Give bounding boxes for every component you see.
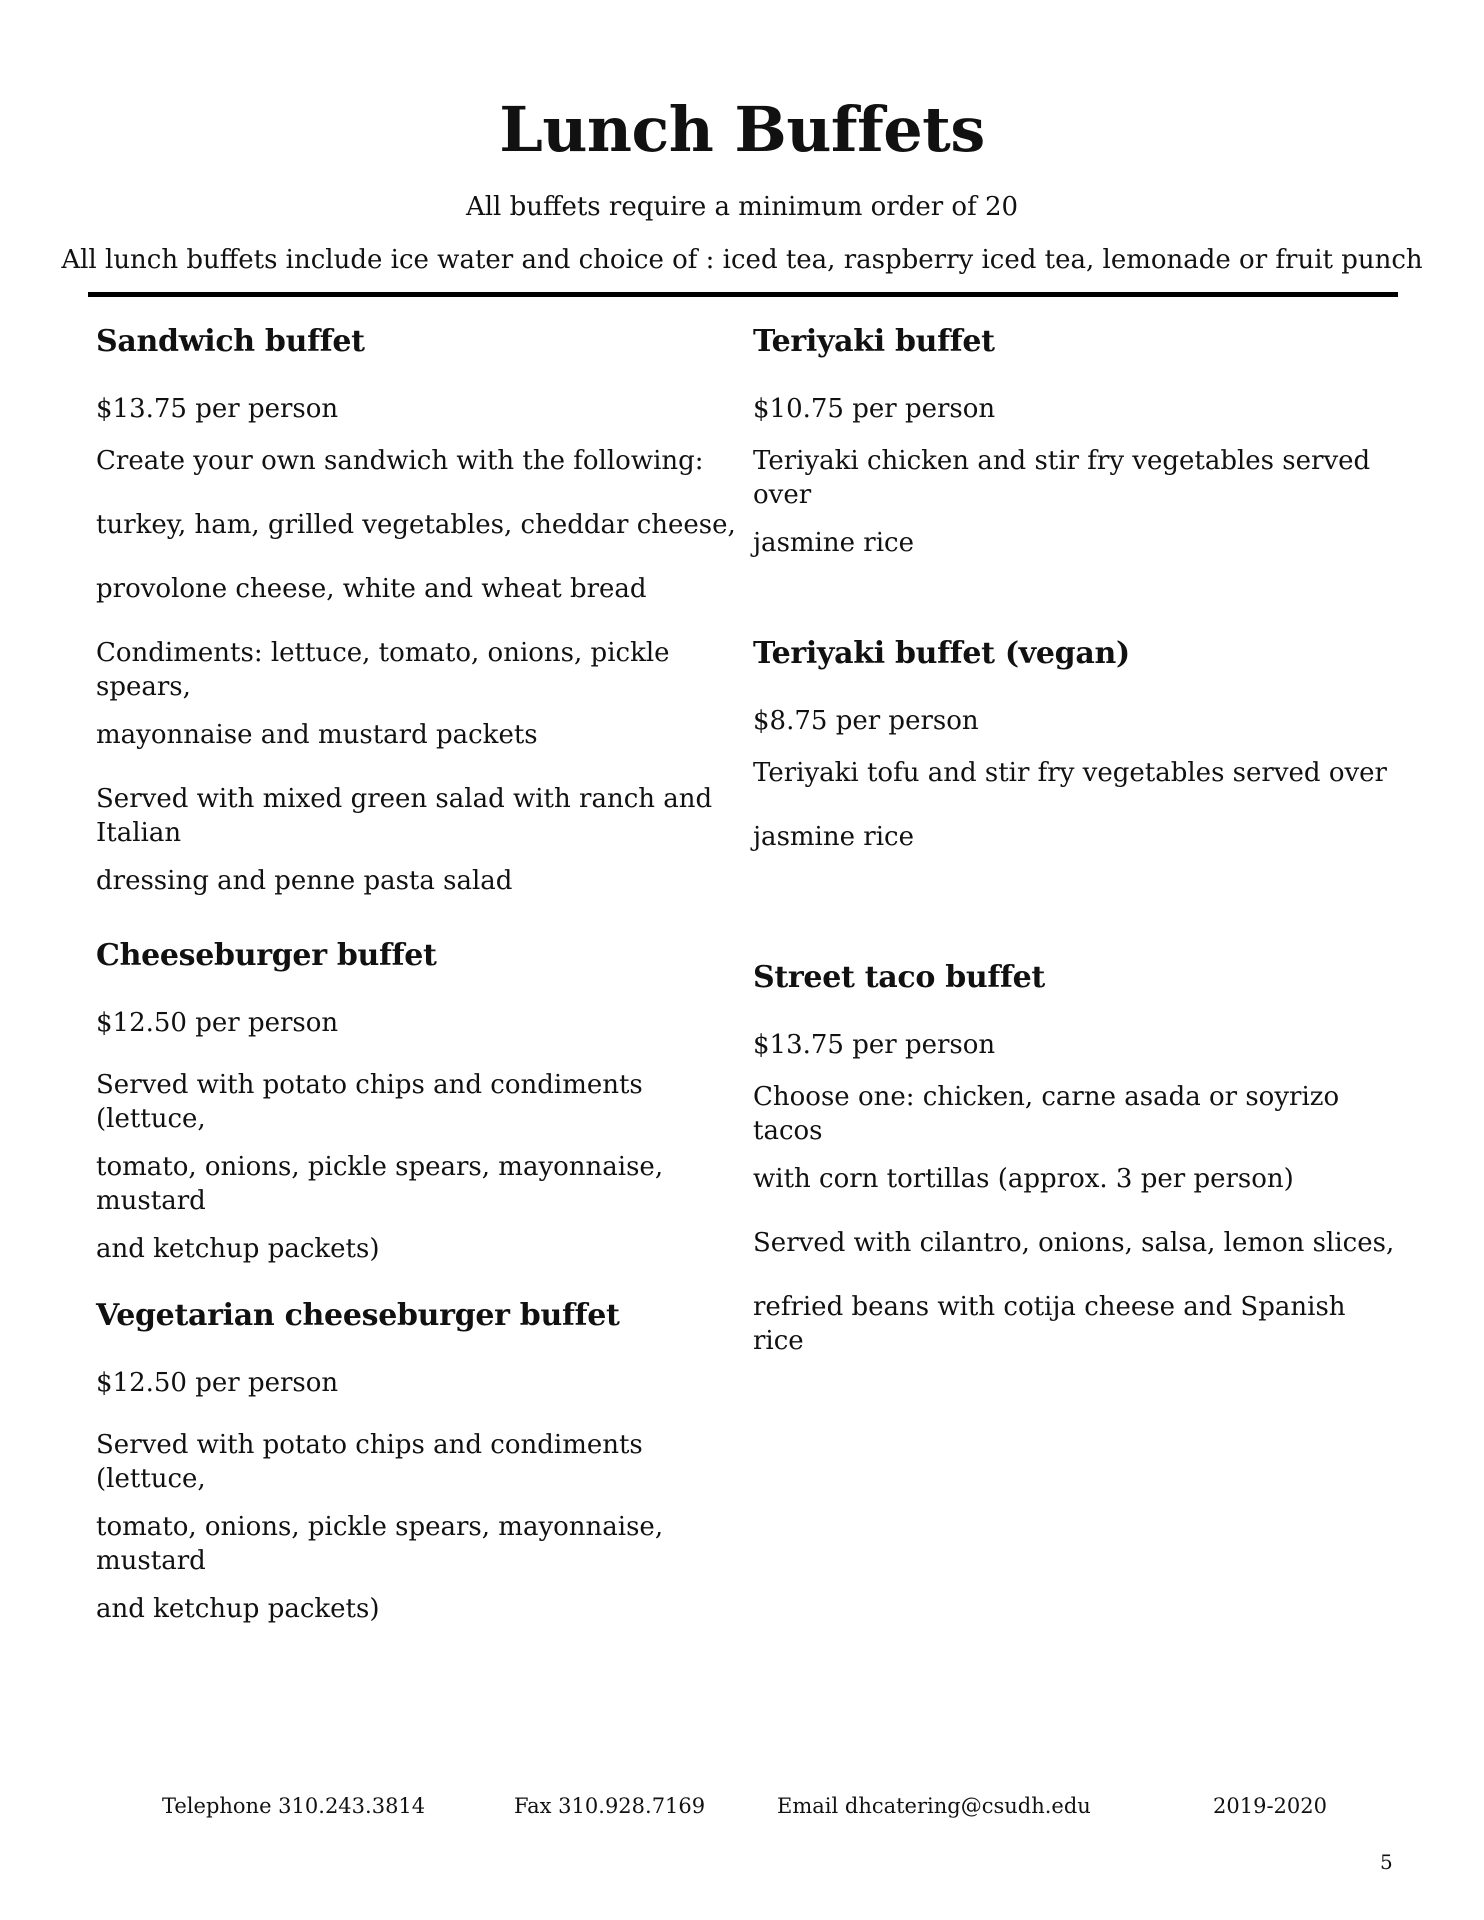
description: tomato, onions, pickle spears, mayonnaise, mustard xyxy=(96,1512,664,1576)
section-title: Teriyaki buffet (vegan) xyxy=(753,636,1130,671)
minimum-order-note: All buffets require a minimum order of 20 xyxy=(465,192,1019,222)
section-title: Street taco buffet xyxy=(753,960,1045,995)
description: Served with mixed green salad with ranch and Italian xyxy=(96,784,713,848)
price: $8.75 per person xyxy=(753,706,979,736)
section-title: Sandwich buffet xyxy=(96,324,365,359)
teriyaki-buffet-section xyxy=(753,322,1403,560)
price: $12.50 per person xyxy=(96,1008,339,1038)
description: Teriyaki chicken and stir fry vegetables served over xyxy=(753,446,1371,510)
description: and ketchup packets) xyxy=(96,1594,380,1624)
footer-email: Email dhcatering@csudh.edu xyxy=(777,1794,1091,1818)
description: and ketchup packets) xyxy=(96,1234,380,1264)
description: Condiments: lettuce, tomato, onions, pickle spears, xyxy=(96,638,670,702)
street-taco-buffet-section xyxy=(753,958,1403,1358)
cheeseburger-buffet-section xyxy=(96,936,746,1266)
description: Create your own sandwich with the following: xyxy=(96,446,704,476)
page-number: 5 xyxy=(1380,1850,1393,1874)
beverage-note: All lunch buffets include ice water and choice of : iced tea, raspberry iced tea, lemonade or fruit punch xyxy=(61,245,1423,275)
description: dressing and penne pasta salad xyxy=(96,866,513,896)
description: turkey, ham, grilled vegetables, cheddar cheese, xyxy=(96,510,736,540)
sandwich-buffet-section xyxy=(96,322,746,898)
description: jasmine rice xyxy=(753,528,914,558)
description: Teriyaki tofu and stir fry vegetables served over xyxy=(753,758,1387,788)
description: Served with potato chips and condiments (lettuce, xyxy=(96,1070,643,1134)
header-divider xyxy=(88,292,1398,297)
description: with corn tortillas (approx. 3 per person) xyxy=(753,1164,1294,1194)
page-title: Lunch Buffets xyxy=(499,93,985,166)
vegetarian-cheeseburger-buffet-section xyxy=(96,1296,746,1626)
description: refried beans with cotija cheese and Spanish rice xyxy=(753,1292,1346,1356)
footer-year: 2019-2020 xyxy=(1213,1794,1327,1818)
description: Served with potato chips and condiments (lettuce, xyxy=(96,1430,643,1494)
section-title: Vegetarian cheeseburger buffet xyxy=(96,1298,620,1333)
description: Served with cilantro, onions, salsa, lemon slices, xyxy=(753,1228,1395,1258)
footer-telephone: Telephone 310.243.3814 xyxy=(162,1794,426,1818)
price: $13.75 per person xyxy=(96,394,339,424)
price: $12.50 per person xyxy=(96,1368,339,1398)
description: tomato, onions, pickle spears, mayonnaise, mustard xyxy=(96,1152,664,1216)
description: jasmine rice xyxy=(753,822,914,852)
price: $13.75 per person xyxy=(753,1030,996,1060)
description: mayonnaise and mustard packets xyxy=(96,720,538,750)
footer-fax: Fax 310.928.7169 xyxy=(514,1794,706,1818)
section-title: Cheeseburger buffet xyxy=(96,938,437,973)
teriyaki-vegan-buffet-section xyxy=(753,634,1403,854)
description: Choose one: chicken, carne asada or soyrizo tacos xyxy=(753,1082,1340,1146)
section-title: Teriyaki buffet xyxy=(753,324,995,359)
price: $10.75 per person xyxy=(753,394,996,424)
description: provolone cheese, white and wheat bread xyxy=(96,574,647,604)
